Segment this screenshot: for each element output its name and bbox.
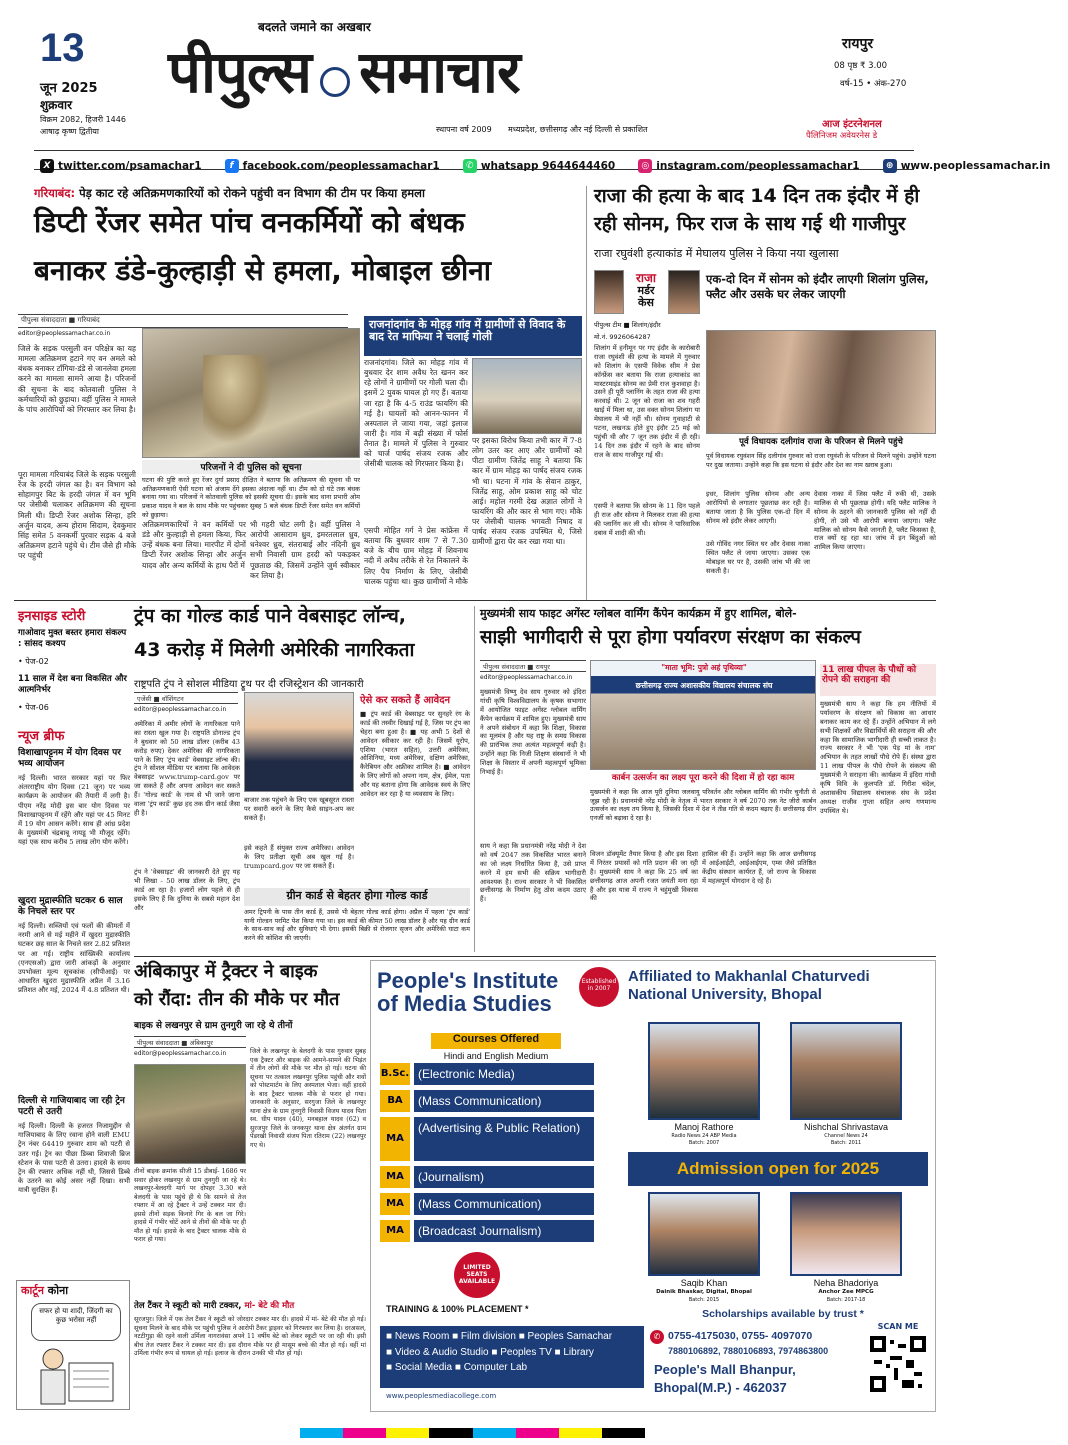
masthead bbox=[0, 0, 945, 148]
sai-photo bbox=[590, 660, 816, 770]
course-6[interactable]: MA (Broadcast Journalism) bbox=[380, 1220, 594, 1242]
scan-label: SCAN ME bbox=[877, 1322, 919, 1331]
sai-kicker: मुख्यमंत्री साय फाइट अगेंस्ट ग्लोबल वार्मिंग कैंपेन कार्यक्रम में हुए शामिल, बोले- bbox=[480, 607, 797, 620]
sai-side-body: मुख्यमंत्री साय ने कहा कि हम नीतियों में पर्यावरण के संरक्षण को विकास का आधार बनाकर काम कर रहे हैं। उन्होंने अभियान में लगे सभी शिक्षकों और विद्यार्थियों की सराहना की और कहा कि सामाजिक भागीदारी ही सच्ची ताकत है। राज्य सरकार ने भी 'एक पेड़ मां के नाम' अभियान के तहत लाखों पौधे रोपे हैं। संस्था द्वारा 11 लाख पीपल के पौधे रोपने के संकल्प की मुख्यमंत्री ने सराहना की। कार्यक्रम में इंदिरा गांधी कृषि विवि के कुलपति डॉ. गिरीश चंदेल, अशासकीय विद्यालय संचालक संघ के प्रदेश अध्यक्ष राजीव गुप्ता सहित अन्य गणमान्य उपस्थित थे। bbox=[820, 700, 937, 815]
case-badge-2: मर्डर bbox=[637, 284, 655, 298]
course-2[interactable]: BA (Mass Communication) bbox=[380, 1090, 594, 1112]
brief-body-1: नई दिल्ली। भारत सरकार यहां पर फिर अंतरराष्ट्रीय योग दिवस (21 जून) पर भव्य कार्यक्रम के आयोजन की तैयारी में लगी है। पीएम नरेंद्र मोदी इस बार योग दिवस पर विशाखापट्टनम में रहेंगे और यहां पर 45 मिनट में 19 योग आसन करेंगे। साथ ही आंध्र प्रदेश के मुख्यमंत्री चंद्रबाबू नायडू भी मौजूद रहेंगे। यहां एक साथ करीब 5 लाख लोग योग करेंगे। bbox=[18, 774, 130, 847]
ad-website[interactable]: www.peoplesmediacollege.com bbox=[386, 1392, 497, 1400]
sai-body-4: विजन डॉक्यूमेंट तैयार किया है और इस दिशा में निरंतर प्रयासों को गति प्रदान की जा रही है। मुख्यमंत्री साय ने कहा कि 25 वर्ष का छत्तीसगढ़ आज अपनी रजत जयंती मना रहा है और इस यात्रा में राज्य ने चहुंमुखी विकास की bbox=[590, 850, 698, 903]
horizontal-divider-2 bbox=[134, 956, 936, 957]
sai-headline: साझी भागीदारी से पूरा होगा पर्यावरण संरक्षण का संकल्प bbox=[480, 627, 861, 648]
courses-title: Courses Offered bbox=[431, 1033, 561, 1049]
tractor-headline-1: अंबिकापुर में ट्रैक्टर ने बाइक bbox=[134, 961, 318, 982]
date-number: 13 bbox=[40, 26, 85, 70]
mohad-body-1: राजनांदगांव। जिले का मोहड़ गांव में बुधवार देर शाम अवैध रेत खनन कर रहे लोगों ने ग्रामीणों पर गोली चला दी। इसमें 2 युवक घायल हो गए हैं। बताया जा रहा है कि 4-5 राउंड फायरिंग की गई है। घायलों को आनन-फानन में अस्पताल ले जाया गया, जहां इलाज जारी है। गांव में बढ़ी संख्या में फोर्स तैनात है। मामले में पुलिस ने गुरुवार को चार्ज पार्षद संजय रजक और जेसीबी चालक को गिरफ्तार किया है। bbox=[364, 358, 468, 469]
facilities-bar bbox=[380, 1326, 644, 1388]
speech-bubble: सफर हो या शादी, जिंदगी का कुछ भरोसा नहीं bbox=[31, 1303, 121, 1341]
sonam-photo bbox=[594, 270, 624, 314]
phones-1[interactable]: 0755-4175030, 0755- 4097070 bbox=[668, 1330, 813, 1342]
courses-sub: Hindi and English Medium bbox=[443, 1051, 549, 1061]
green-card-body: अमर ट्रिपनी के पास तीन कार्ड हैं, उससे भी बेहतर गोल्ड कार्ड होगा। अप्रैल में पहला 'ट्रंप कार्ड' यानी गोल्डन परमिट पेश किया गया था। इस कार्ड की कीमत 50 लाख डॉलर है और यह ग्रीन कार्ड के साथ-साथ कई और सुविधाएं भी देगा। इसकी बिक्री से रोजगार सृजन और अमेरिकी घाटा कम करने की कोशिश की जाएगी। bbox=[244, 908, 470, 942]
ad-title-2: of Media Studies bbox=[377, 991, 552, 1017]
cartoon-box bbox=[16, 1280, 130, 1410]
facilities-row-3: ■ Social Media ■ Computer Lab bbox=[386, 1362, 528, 1373]
mohad-headline: राजनांदगांव के मोहड़ गांव में ग्रामीणों से विवाद के बाद रेत माफिया ने चलाई गोली bbox=[364, 316, 582, 356]
lead-body-5: भी गहरी चोट लगी है। वहीं पुलिस ने आरोपी आसाराम ध्रुव, इमरतलाल ध्रुव, धनेश्वर ध्रुव, संतराबाई और नंदिनी ध्रुव सभी निवासी ग्राम हरदी को पकड़कर पूछताछ की, जिसमें उन्होंने जुर्म स्वीकार कर लिया है। bbox=[250, 520, 360, 580]
tractor-body-1: जिले के लखनपुर के बेलदगी के पास गुरुवार सुबह एक ट्रैक्टर और बाइक की आमने-सामने की भिड़ंत में तीन लोगों की मौके पर मौत हो गई। घटना की सूचना पर तत्काल लखनपुर पुलिस पहुंची और शवों को पोस्टमार्टम के लिए अस्पताल भेजा। वहीं हादसे के बाद ट्रैक्टर चालक मौके से फरार हो गया। जानकारी के अनुसार, सरगुजा जिले के लखनपुर थाना क्षेत्र के ग्राम तुनगुरी निवासी विजय यादव पिता स्व. धीप यादव (40), मनबहाल यादव (62) व सुरजपुर जिले के जनकपुर थाना क्षेत्र अंतर्गत ग्राम पेंडरखी निवासी संजय पिता रतिराम (22) लखनपुर गए थे। bbox=[250, 1048, 366, 1149]
weekday: शुक्रवार bbox=[40, 98, 73, 112]
vikram-samvat: विक्रम 2082, हिजरी 1446 bbox=[40, 115, 126, 124]
trump-email[interactable]: editor@peoplessamachar.co.in bbox=[134, 706, 227, 713]
published-from: मध्यप्रदेश, छत्तीसगढ़ और नई दिल्ली से प्रकाशित bbox=[508, 125, 648, 134]
alumni-name-3: Saqib Khan bbox=[680, 1278, 728, 1288]
trump-body-2: ट्रंप ने 'वेबसाइट' की जानकारी देते हुए यह भी लिखा - 50 लाख डॉलर के लिए, ट्रंप कार्ड आ रहा है। हजारों लोग पहले से ही इसके लिए हैं कि दुनिया के सबसे महान देश और bbox=[134, 868, 240, 912]
police-figures bbox=[203, 355, 273, 445]
column-divider bbox=[586, 186, 587, 600]
address-2: Bhopal(M.P.) - 462037 bbox=[654, 1380, 787, 1395]
nib-logo-icon bbox=[320, 67, 350, 97]
tractor-email[interactable]: editor@peoplessamachar.co.in bbox=[134, 1050, 227, 1057]
trump-side-body: ■ ट्रंप कार्ड की वेबसाइट पर सुनहरे रंग के कार्ड की तस्वीर दिखाई गई है, जिस पर ट्रंप का चेहरा बना हुआ है। ■ यह अभी 5 देशों से आवेदन स्वीकार कर रही है। जिसमें यूरोप, एशिया (भारत सहित), उत्तरी अमेरिका, ओशिनिया, मध्य अमेरिका, दक्षिण अमेरिका, कैरेबियन और अफ्रीका शामिल है। ■ आवेदन के लिए लोगों को अपना नाम, क्षेत्र, ईमेल, पता और यह बताना होगा कि आवेदक स्वयं के लिए आवेदन कर रहा है या व्यवसाय के लिए। bbox=[360, 710, 470, 799]
horizontal-divider bbox=[14, 600, 936, 601]
globe-icon: ⊕ bbox=[883, 159, 897, 173]
inside-item-2[interactable]: 11 साल में देश बना विकसित और आत्मनिर्भर bbox=[18, 674, 127, 695]
trump-headline-2: 43 करोड़ में मिलेगी अमेरिकी नागरिकता bbox=[134, 639, 415, 661]
city: रायपुर bbox=[842, 36, 874, 52]
inside-item-1-page: • पेज-02 bbox=[18, 657, 49, 666]
lead-strap bbox=[34, 186, 578, 202]
tractor-sub: बाइक से लखनपुर से ग्राम तुनगुरी जा रहे थे तीनों bbox=[134, 1021, 293, 1031]
facilities-row-2: ■ Video & Audio Studio ■ Peoples TV ■ Library bbox=[386, 1346, 594, 1358]
case-badge-3: केस bbox=[638, 296, 654, 310]
month-year: जून 2025 bbox=[40, 81, 98, 96]
lead-photo-caption: परिजनों ने दी पुलिस को सूचना bbox=[142, 460, 360, 474]
lead-photo-text: घटना की पुष्टि करते हुए रेंजर दुर्गा प्रसाद दीक्षित ने बताया कि अतिक्रमण की सूचना थी पर अतिक्रमणकारी ऐसी घटना को अंजाम देंगे इसका अंदाजा नहीं था। टीम को दो घंटे तक बंधक बनाया गया था। परिजनों ने कोतवाली पुलिस को इसकी सूचना दी। इसके बाद थाना प्रभारी ओम प्रकाश यादव ने बल के साथ मौके पर पहुंचकर सुबह 5 बजे बंधक डिप्टी रेंजर समेत वन कर्मियों को छुड़ाया। bbox=[142, 476, 360, 519]
alumni-org-1: Radio News 24 ABP Media bbox=[671, 1133, 737, 1139]
course-1[interactable]: B.Sc. (Electronic Media) bbox=[380, 1063, 594, 1085]
address-1: People's Mall Bhanpur, bbox=[654, 1362, 796, 1377]
sonam-body-1: शिलांग में हनीमून पर गए इंदौर के कारोबारी राजा रघुवंशी की हत्या के मामले में गुरुवार को शिलांग के एसपी विवेक सीम ने प्रेस कॉन्फ्रेंस कर बताया कि राजा हत्याकांड का मास्टरमाइंड सोनम का प्रेमी राज कुशवाहा है। उसने ही पूरी प्लानिंग के तहत राजा की हत्या करवाई थी। 2 जून को राजा का शव गहरी खाई में मिला था, उस वक्त सोनम शिलांग या मेघालय में भी नहीं थी। सोनम गुवाहाटी से पटना, लखनऊ होते हुए इंदौर 25 मई को पहुंची थी और 7 जून तक इंदौर में ही रही। 14 दिन तक इंदौर में रहने के बाद सोनम राज के साथ गाजीपुर गई थी। bbox=[594, 344, 700, 459]
sonam-photo-text: पूर्व विधायक रघुवंशन सिंह दलीगांव गुरुवार को राजा रघुवंशी के परिजन से मिलने पहुंचे। उन्होंने घटना पर दुख जताया। उन्होंने कहा कि इस घटना से इंदौर और देश का नाम खराब हुआ। bbox=[706, 452, 936, 469]
sonam-family-photo bbox=[706, 330, 936, 434]
sai-body-1: मुख्यमंत्री विष्णु देव साय गुरुवार को इंदिरा गांधी कृषि विश्वविद्यालय के कृषक सभागार में आयोजित फाइट अगेंस्ट ग्लोबल वार्मिंग कैंपेन कार्यक्रम में शामिल हुए। मुख्यमंत्री साय ने अपने संबोधन में कहा कि शिक्षा, विकास का मूलमंत्र है और यह राष्ट्र के समग्र विकास की प्रारंभिक तथा अत्यंत महत्वपूर्ण कड़ी है। उन्होंने कहा कि निजी शिक्षण संस्थानों ने भी शिक्षा के विस्तार में अपनी महत्वपूर्ण भूमिका निभाई है। bbox=[480, 688, 586, 777]
sonam-body-4: इधर, शिलांग पुलिस सोनम और अन्य आरोपियों से लगातार पूछताछ कर रही है। बताया जाता है कि पुलिस एक-दो दिन में सोनम को इंदौर लेकर आएगी। bbox=[706, 490, 810, 525]
alumni-org-4: Anchor Zee MPCG bbox=[818, 1289, 874, 1295]
trump-photo bbox=[244, 692, 354, 792]
whatsapp-link[interactable]: ✆ whatsapp 9644644460 bbox=[463, 159, 615, 173]
pages-price: 08 पृष्ठ ₹ 3.00 bbox=[834, 61, 888, 71]
phone-icon: ✆ bbox=[650, 1330, 664, 1344]
green-card-title: ग्रीन कार्ड से बेहतर होगा गोल्ड कार्ड bbox=[244, 888, 470, 906]
course-4[interactable]: MA (Journalism) bbox=[380, 1166, 594, 1188]
facebook-link[interactable]: f facebook.com/peoplessamachar1 bbox=[225, 159, 440, 173]
lead-headline-1: डिप्टी रेंजर समेत पांच वनकर्मियों को बंधक bbox=[34, 206, 465, 239]
phones-2[interactable]: 7880106892, 7880106893, 7974863800 bbox=[668, 1346, 829, 1356]
lead-email[interactable]: editor@peoplessamachar.co.in bbox=[18, 330, 111, 337]
sai-banner-text: छत्तीसगढ़ राज्य अशासकीय विद्यालय संचालक संघ bbox=[635, 681, 773, 690]
lead-body-2: पूरा मामला गरियाबंद जिले के सड़क परसुली रेंज के हरदी जंगल का है। वन विभाग को सोहागपुर बिट के हरदी जंगल में वन भूमि पर जेसीबी चलाकर अतिक्रमण की सूचना मिली थी। डिप्टी रेंजर अशोक सिन्हा, हरि अर्जुन यादव, अन्य होराम सिदाम, देवकुमार सिंह समेत 5 वनकर्मी पुरवार सड़क 4 बजे अतिक्रमण हटाने पहुंचे थे। टीम जैसे ही मौके पर पहुंची bbox=[18, 470, 136, 560]
affiliation bbox=[628, 968, 928, 1004]
instagram-icon: ◎ bbox=[638, 159, 652, 173]
today-event: पैलिनिजम अवेयरनेस डे bbox=[806, 131, 878, 141]
alumni-org-3: Dainik Bhaskar, Digital, Bhopal bbox=[656, 1289, 752, 1295]
alumni-name-1: Manoj Rathore bbox=[674, 1122, 734, 1132]
sai-side-title: 11 लाख पीपल के पौधों को रोपने की सराहना की bbox=[820, 664, 936, 696]
mohad-body-3: पर इसका विरोध किया तभी कार में 7-8 लोग उतर कर आए और ग्रामीणों को पीटा ग्रामीण जितेंद्र साहू ने बताया कि कार में ग्राम मोहड़ का पार्षद संजय रजक भी था। घटना में गांव के सेवान ठाकुर, जितेंद्र साहू, ओम प्रकाश साहू को चोट आई। महोल गरमी देख अज्ञात लोगों ने फायरिंग की और कार से भाग गए। मौके पर जेसीबी चालक भगवती निषाद व पार्षद संजय रजक उपस्थित थे, जिसे ग्रामीणों द्वारा घेर कर रखा गया था। bbox=[472, 436, 582, 547]
facebook-icon: f bbox=[225, 159, 239, 173]
print-color-bar bbox=[300, 1428, 645, 1438]
founded: स्थापना वर्ष 2009 bbox=[436, 125, 492, 134]
alumni-photo-2 bbox=[790, 1022, 902, 1120]
trump-body-4: इसे कहते हैं संयुक्त राज्य अमेरिका। आवेदन के लिए प्रतीक्षा सूची अब खुल गई है। trumpcard.gov पर जा सकते हैं। bbox=[244, 844, 354, 870]
brief-heading-3: दिल्ली से गाजियाबाद जा रही ट्रेन पटरी से उतरी bbox=[18, 1096, 125, 1118]
tractor-headline-2: को रौंदा: तीन की मौके पर मौत bbox=[134, 989, 340, 1010]
trump-side-title: ऐसे कर सकते हैं आवेदन bbox=[360, 695, 451, 706]
website-link[interactable]: ⊕ www.peoplessamachar.in bbox=[883, 159, 1051, 173]
affiliation-2: National University, Bhopal bbox=[628, 986, 822, 1003]
ad-title bbox=[377, 969, 597, 1015]
lead-strap-text: पेड़ काट रहे अतिक्रमणकारियों को रोकने पहुंची वन विभाग की टीम पर किया हमला bbox=[79, 186, 425, 200]
sonam-headline-1: राजा की हत्या के बाद 14 दिन तक इंदौर में ही bbox=[594, 185, 920, 207]
trump-body-3: बाजार तक पहुंचने के लिए एक खूबसूरत रास्ता पर सवारी करने के लिए कैसे साइन-अप कर सकते हैं। bbox=[244, 796, 354, 822]
admission-banner[interactable]: Admission open for 2025 bbox=[628, 1152, 928, 1186]
mohad-body-2: एसपी मोहित गर्ग ने प्रेस कांफ्रेंस में बताया कि बुधवार शाम 7 से 7.30 बजे के बीच ग्राम मोहड़ में शिवनाथ नदी में अवैध तरीके से रेत निकालने के लिए पैच निर्माण के लिए, जेसीबी चालक पहुंचा था। कुछ ग्रामीणों ने मौके bbox=[364, 526, 468, 586]
instagram-link[interactable]: ◎ instagram.com/peoplessamachar1 bbox=[638, 159, 859, 173]
sonam-body-6: देवास नाका में जिस फ्लैट में रुकी थी, उसके मालिक से भी पूछताछ होगी। यदि फ्लैट मालिक ने सोनम के ठहरने की जानकारी पुलिस को नहीं दी होगी, तो उसे भी आरोपी बनाया जाएगा। फ्लैट मालिक को सोनम कैसे जानती है, फ्लैट किसका है, राज क्यों रह रहा था। जांच में इन बिंदुओं को शामिल किया जाएगा। bbox=[814, 490, 936, 552]
volume: वर्ष-15 • अंक-270 bbox=[840, 79, 907, 89]
lead-body-1: जिले के सड़क परसुली वन परिक्षेत्र का यह मामला अतिक्रमण हटाने गए वन अमले को बंधक बनाकर टाँगिया-डंडे से जानलेवा हमला करने का मामला सामने आया है। परिजनों की सूचना के बाद कोतवाली पुलिस ने कर्मचारियों को छुड़ाया। वहीं पुलिस ने मामले के पांच आरोपियों को गिरफ्तार कर लिया है। bbox=[18, 344, 136, 414]
inside-item-1[interactable]: गाओवाद मुक्त बस्तर हमारा संकल्प : सांसद कश्यप bbox=[18, 628, 127, 649]
sai-email[interactable]: editor@peoplessamachar.co.in bbox=[480, 674, 573, 681]
alumni-batch-3: Batch: 2015 bbox=[688, 1297, 720, 1303]
course-5[interactable]: MA (Mass Communication) bbox=[380, 1193, 594, 1215]
sonam-body-2: एसपी ने बताया कि सोनम के 11 दिन पहले ही राज और सोनम ने मिलकर राजा की हत्या की प्लानिंग कर ली थी। सोनम ने पारिवारिक दबाव में शादी की थी। bbox=[594, 502, 700, 537]
paper-title bbox=[168, 30, 788, 112]
sonam-body-5: उसे गोविंद नगर स्थित घर और देवास नाका स्थित फ्लैट ले जाया जाएगा। उसका एक मोबाइल घर पर है, उसकी जांच भी की जा सकती है। bbox=[706, 540, 810, 575]
cartoon-title: कार्टून कोना bbox=[21, 1284, 69, 1297]
twitter-link[interactable]: X twitter.com/psamachar1 bbox=[40, 159, 202, 173]
today-label: आज इंटरनेशनल bbox=[822, 119, 882, 130]
raja-photo bbox=[668, 270, 700, 314]
trump-headline-1: ट्रंप का गोल्ड कार्ड पाने वेबसाइट लॉन्च, bbox=[134, 605, 406, 627]
whatsapp-icon: ✆ bbox=[463, 159, 477, 173]
alumni-photo-3 bbox=[648, 1192, 760, 1276]
social-strip bbox=[34, 150, 1051, 172]
tractor-sub-2: तेल टैंकर ने स्कूटी को मारी टक्कर, मां- बेटे की मौत bbox=[134, 1301, 295, 1311]
alumni-photo-1 bbox=[648, 1022, 760, 1120]
twitter-icon: X bbox=[40, 159, 54, 173]
cartoon-figure bbox=[23, 1343, 123, 1407]
scholarship-line: Scholarships available by trust * bbox=[702, 1308, 864, 1320]
contact-block bbox=[650, 1328, 864, 1410]
sonam-photo-caption: पूर्व विधायक दलीगांव राजा के परिजन से मिलने पहुंचे bbox=[739, 437, 903, 447]
inside-title: इनसाइड स्टोरी bbox=[18, 609, 86, 624]
lead-body-4: अतिक्रमणकारियों ने वन कर्मियों पर डंडे और कुल्हाड़ी से हमला किया, फिर उन्हें बंधक बना लिया। मारपीट में दोनों डिप्टी रेंजर अशोक सिन्हा और अर्जुन यादव और अन्य कर्मियों के हाथ पैरों में bbox=[142, 520, 246, 570]
column-divider-2 bbox=[474, 606, 475, 952]
limited-seats-badge: LIMITED SEATS AVAILABLE bbox=[454, 1252, 500, 1298]
sonam-contact: मो.नं. 9926064287 bbox=[594, 333, 651, 341]
alumni-batch-1: Batch: 2007 bbox=[688, 1140, 720, 1146]
tractor-body-2: तीनों बाइक क्रमांक सीजी 15 डीबाई- 1686 पर सवार होकर लखनपुर से ग्राम तुनगुरी जा रहे थे। लखनपुर-बेलदगी मार्ग पर दोपहर 3.30 बजे बेलदगी के पास पहुंचे ही थे कि सामने से तेज रफ्तार में आ रहे ट्रैक्टर ने उन्हें टक्कर मार दी। इससे तीनों सड़क किनारे गिर के बल जा गिरे। हादसे में गंभीर चोटें आने से तीनों की मौके पर ही मौत हो गई। हादसे के बाद ट्रैक्टर चालक मौके से फरार हो गया। bbox=[134, 1168, 246, 1243]
case-badge-1: राजा bbox=[635, 271, 657, 285]
affiliation-1: Affiliated to Makhanlal Chaturvedi bbox=[628, 968, 870, 985]
sai-photo-caption: कार्बन उत्सर्जन का लक्ष्य पूरा करने की दिशा में हो रहा काम bbox=[611, 773, 795, 783]
alumni-org-2: Channel News 24 bbox=[824, 1133, 868, 1139]
inside-item-2-page: • पेज-06 bbox=[18, 703, 49, 712]
facilities-row-1: ■ News Room ■ Film division ■ Peoples Samachar bbox=[386, 1331, 613, 1342]
brief-title: न्यूज ब्रीफ bbox=[18, 729, 65, 744]
established-seal: Established in 2007 bbox=[579, 967, 619, 1007]
sai-byline: पीपुल्स संवाददाता ■ रायपुर bbox=[480, 660, 586, 672]
tractor-photo bbox=[134, 1064, 246, 1164]
alumni-photo-4 bbox=[790, 1192, 902, 1276]
tagline: बदलते जमाने का अखबार bbox=[258, 20, 371, 34]
title-right: समाचार bbox=[359, 38, 520, 106]
case-badge bbox=[626, 272, 666, 318]
sonam-callout: एक-दो दिन में सोनम को इंदौर लाएगी शिलांग पुलिस, फ्लैट और उसके घर लेकर जाएगी bbox=[706, 272, 929, 301]
lead-kicker: गरियाबंद: bbox=[34, 186, 76, 200]
sonam-headline-2: रही सोनम, फिर राज के साथ गई थी गाजीपुर bbox=[594, 213, 906, 235]
brief-heading-2: खुदरा मुद्रास्फीति घटकर 6 साल के निचले स्तर पर bbox=[18, 896, 123, 918]
trump-body-1: अमेरिका में अमीर लोगों के नागरिकता पाने का रास्ता खुल गया है। राष्ट्रपति डोनाल्ड ट्रंप ने बुधवार को 50 लाख डॉलर (करीब 43 करोड़ रुपए) देकर अमेरिका की नागरिकता पाने के लिए 'ट्रंप कार्ड' वेबसाइट लॉन्च की। ट्रंप ने सोशल मीडिया पर बताया कि आवेदक वेबसाइट www.trump-card.gov पर जा सकते हैं और अपना आवेदन कर सकते हैं। 'गोल्ड कार्ड' के नाम से भी जाने जाना वाला 'ट्रंप कार्ड' कुछ हद तक ग्रीन कार्ड जैसा ही है। bbox=[134, 720, 240, 817]
brief-heading-1: विशाखापट्टनम में योग दिवस पर भव्य आयोजन bbox=[18, 748, 121, 770]
alumni-batch-2: Batch: 2011 bbox=[830, 1140, 862, 1146]
trump-byline: एजेंसी ■ वॉशिंगटन bbox=[134, 692, 238, 704]
lead-headline-2: बनाकर डंडे-कुल्हाड़ी से हमला, मोबाइल छीना bbox=[34, 254, 492, 287]
lead-photo bbox=[142, 328, 360, 458]
mohad-photo bbox=[472, 358, 582, 434]
brief-body-2: नई दिल्ली। सब्जियों एवं फलों की कीमतों में नरमी आने से मई महीने में खुदरा मुद्रास्फीति घटकर छह साल के निचले स्तर 2.82 प्रतिशत पर आ गई। राष्ट्रीय सांख्यिकी कार्यालय (एनएसओ) द्वारा जारी आंकड़ों के अनुसार उपभोक्ता मूल्य सूचकांक (सीपीआई) पर आधारित खुदरा मुद्रास्फीति अप्रैल में 3.16 प्रतिशत और मई, 2024 में 4.8 प्रतिशत थी। bbox=[18, 922, 131, 995]
sonam-byline: पीपुल्स टीम ■ शिलांग/इंदौर bbox=[594, 321, 661, 329]
tractor-body-3: सूरजपुर। जिले में एक तेल टैंकर ने स्कूटी को जोरदार टक्कर मार दी। हादसे में मां- बेटे की मौत हो गई। सूचना मिलने के बाद मौके पर पहुंची पुलिस ने आरोपी टैंकर ड्राइवर को गिरफ्तार कर लिया है। दरअसल, नटटीगुड़ा की रहने वाली उर्मिला नागरावंसा अपने 11 वर्षीय बेटे को लेकर स्कूटी पर जा रही थी। इसी बीच तेज रफ्तार टैंकर ने टक्कर मार दी। इस दौरान मौके पर ही मासूम बच्चे की मौत हो गई। वहीं मां उर्मिला गंभीर रूप से घायल हो गई। इलाज के दौरान उनकी भी मौत हो गई। bbox=[134, 1316, 366, 1357]
qr-code-icon[interactable] bbox=[870, 1336, 926, 1392]
lead-byline: पीपुल्स संवाददाता ■ गरियाबंद bbox=[18, 314, 348, 328]
training-line: TRAINING & 100% PLACEMENT * bbox=[386, 1304, 529, 1314]
sai-body-5: हासिल की हैं। उन्होंने कहा कि आज छत्तीसगढ़ में आईआईटी, आईआईएम, एम्स जैसे प्रतिष्ठित केंद्रीय संस्थान कार्यरत हैं, जो राज्य के विकास में महत्वपूर्ण योगदान दे रहे हैं। bbox=[702, 850, 816, 885]
title-left: पीपुल्स bbox=[168, 38, 311, 106]
sai-banner-quote: "माता भूमि: पुत्रो अहं पृथिव्या" bbox=[661, 663, 747, 672]
brief-body-3: नई दिल्ली। दिल्ली के हजरत निजामुद्दीन से गाजियाबाद के लिए रवाना होने वाली EMU ट्रेन नंबर 64419 गुरुवार शाम को पटरी से उतर गई। ट्रेन का पीछा डिब्बा शिवाजी ब्रिज स्टेशन के पास पटरी से उतरा। हादसे के समय ट्रेन की रफ्तार अधिक नहीं थी, जिससे डिब्बे के उतरने का कोई असर नहीं दिखा। सभी यात्री सुरक्षित हैं। bbox=[18, 1122, 130, 1195]
alumni-name-4: Neha Bhadoriya bbox=[813, 1278, 879, 1288]
alumni-batch-4: Batch: 2017-18 bbox=[826, 1297, 866, 1303]
sai-body-2: साय ने कहा कि प्रधानमंत्री नरेंद्र मोदी ने देश को वर्ष 2047 तक विकसित भारत बनाने का जो लक्ष्य निर्धारित किया है, उसे प्राप्त करने में हम सभी की सक्रिय भागीदारी आवश्यक है। राज्य सरकार ने भी विकसित छत्तीसगढ़ के निर्माण हेतु ठोस कदम उठाए हैं। bbox=[480, 842, 586, 904]
tractor-byline: पीपुल्स संवाददाता ■ अंबिकापुर bbox=[134, 1036, 246, 1048]
trump-sub: राष्ट्रपति ट्रंप ने सोशल मीडिया ट्रूथ पर दी रजिस्ट्रेशन की जानकारी bbox=[134, 679, 364, 690]
course-3[interactable]: MA (Advertising & Public Relation) bbox=[380, 1117, 594, 1161]
sai-photo-text: मुख्यमंत्री ने कहा कि आज पूरी दुनिया जलवायु परिवर्तन और ग्लोबल वार्मिंग की गंभीर चुनौती से जूझ रही है। प्रधानमंत्री नरेंद्र मोदी के नेतृत्व में भारत सरकार ने वर्ष 2070 तक नेट जीरो कार्बन उत्सर्जन का लक्ष्य तय किया है, जिसकी दिशा में देश ने तीव्र गति से कदम बढ़ाए हैं। छत्तीसगढ़ ग्रीन एनर्जी को बढ़ावा दे रहा है। bbox=[590, 788, 816, 822]
tithi: आषाढ़ कृष्ण द्वितीया bbox=[40, 127, 99, 136]
ad-title-1: People's Institute bbox=[377, 968, 559, 993]
alumni-name-2: Nishchal Shrivastava bbox=[803, 1122, 889, 1132]
sonam-sub: राजा रघुवंशी हत्याकांड में मेघालय पुलिस ने किया नया खुलासा bbox=[594, 247, 839, 260]
